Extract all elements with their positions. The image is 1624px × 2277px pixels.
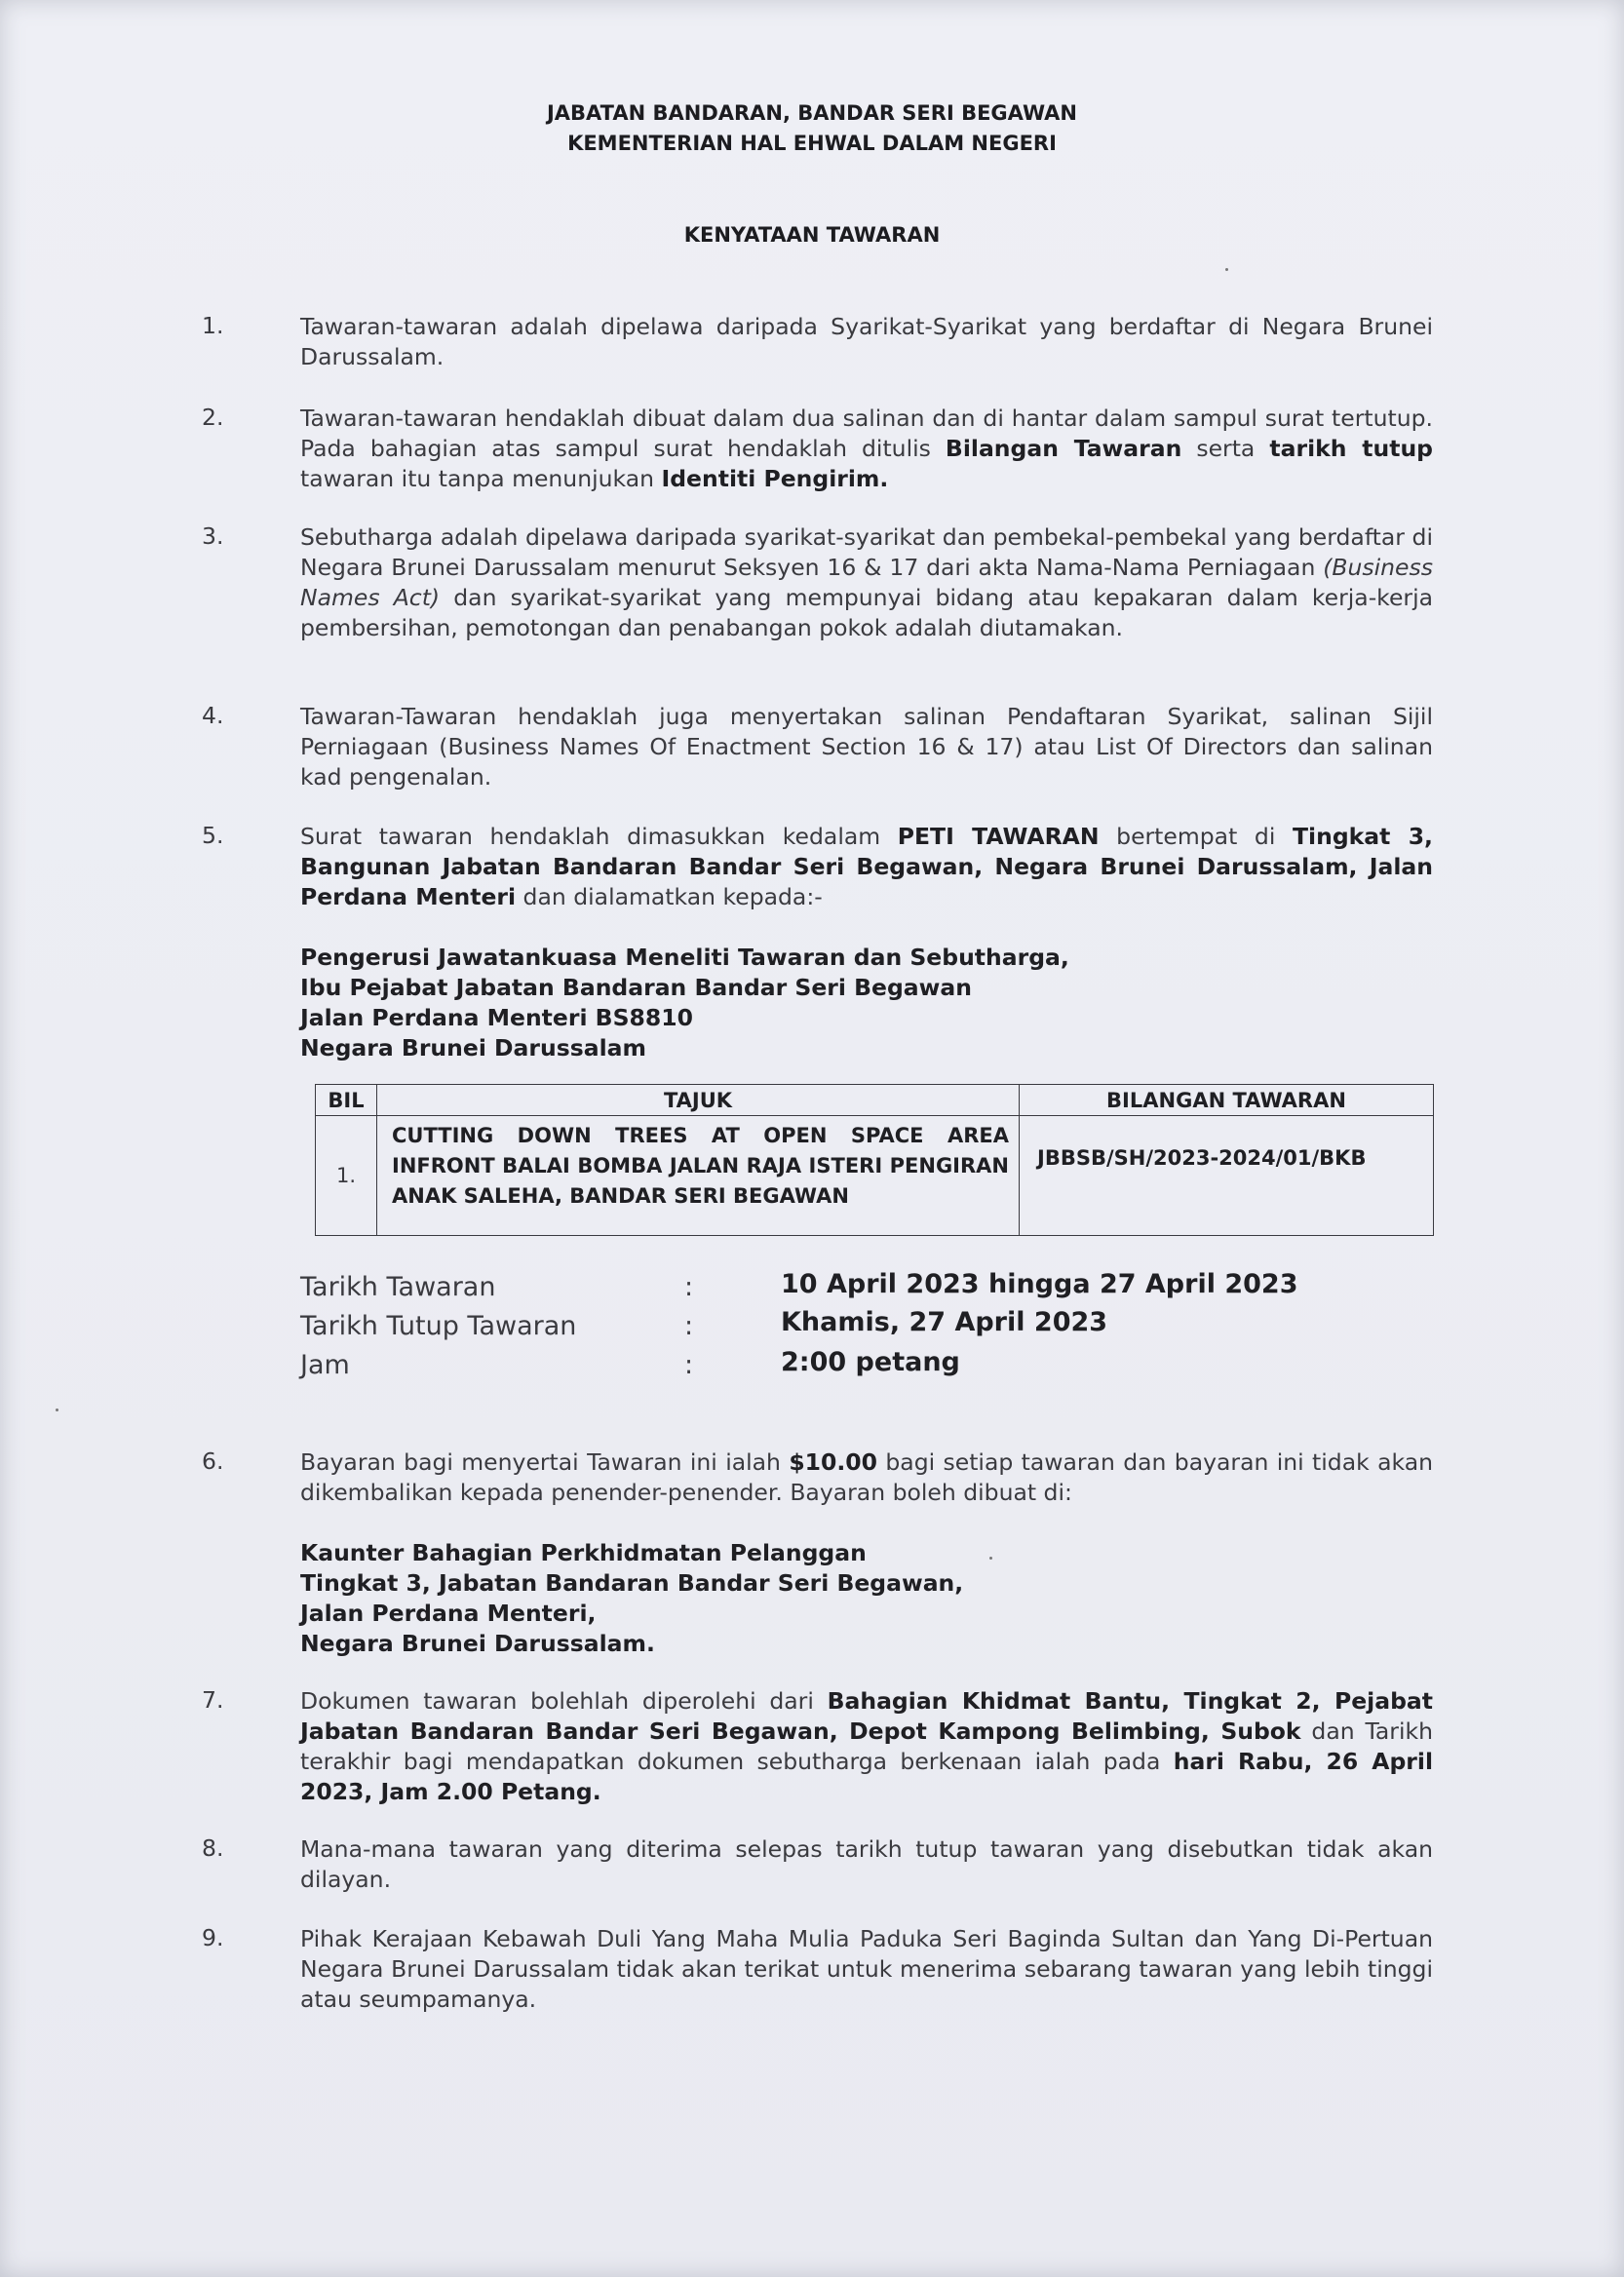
scan-speck [1225,268,1228,271]
cell-tajuk: CUTTING DOWN TREES AT OPEN SPACE AREA INFRONT BALAI BOMBA JALAN RAJA ISTERI PENGIRAN ANAK SALEHA, BANDAR SERI BEGAWAN [377,1116,1020,1236]
item-2: Tawaran-tawaran hendaklah dibuat dalam dua salinan dan di hantar dalam sampul surat tertutup. Pada bahagian atas sampul surat hendaklah ditulis Bilangan Tawaran serta tarikh tutup tawaran itu tanpa menunjukan Identiti Pengirim. [300,405,1433,492]
cell-bilangan-tawaran: JBBSB/SH/2023-2024/01/BKB [1020,1116,1434,1236]
info-value: Khamis, 27 April 2023 [781,1307,1108,1337]
document-title: KENYATAAN TAWARAN [683,223,941,247]
item-8 [300,1834,1433,1895]
item-9-text: Pihak Kerajaan Kebawah Duli Yang Maha Mulia Paduka Seri Baginda Sultan dan Yang Di-Pertuan Negara Brunei Darussalam tidak akan terikat untuk menerima sebarang tawaran yang lebih tinggi atau seumpamanya. [300,1925,1433,2013]
info-label: Jam [300,1350,350,1380]
item-number-7: 7. [202,1686,224,1714]
address-line: Tingkat 3, Jabatan Bandaran Bandar Seri Begawan, [300,1569,964,1597]
address-line: Negara Brunei Darussalam [300,1034,646,1061]
item-1 [300,312,1433,372]
address-line: Pengerusi Jawatankuasa Meneliti Tawaran dan Sebutharga, [300,944,1069,971]
item-number-8: 8. [202,1834,224,1862]
info-label: Tarikh Tawaran [300,1272,496,1302]
item-number-6: 6. [202,1447,224,1475]
item-3: Sebutharga adalah dipelawa daripada syarikat-syarikat dan pembekal-pembekal yang berdaftar di Negara Brunei Darussalam menurut Seksyen 16 & 17 dari akta Nama-Nama Perniagaan (Business Names Act) dan syarikat-syarikat yang mempunyai bidang atau kepakaran dalam kerja-kerja pembersihan, pemotongan dan penabangan pokok adalah diutamakan. [300,523,1433,641]
header-ministry: KEMENTERIAN HAL EHWAL DALAM NEGERI [567,132,1057,155]
address-line: Jalan Perdana Menteri BS8810 [300,1004,693,1031]
item-number-5: 5. [202,822,224,849]
item-1-text: Tawaran-tawaran adalah dipelawa daripada Syarikat-Syarikat yang berdaftar di Negara Brunei Darussalam. [300,313,1433,370]
col-header-bil: BIL [316,1085,377,1116]
address-block-2 [300,1538,1433,1659]
item-number-3: 3. [202,522,224,550]
info-value: 10 April 2023 hingga 27 April 2023 [781,1269,1298,1299]
item-6: Bayaran bagi menyertai Tawaran ini ialah $10.00 bagi setiap tawaran dan bayaran ini tidak akan dikembalikan kepada penender-penender. Bayaran boleh dibuat di: [300,1448,1433,1506]
info-value: 2:00 petang [781,1347,960,1377]
address-line: Negara Brunei Darussalam. [300,1630,655,1657]
item-8-text: Mana-mana tawaran yang diterima selepas tarikh tutup tawaran yang disebutkan tidak akan dilayan. [300,1835,1433,1893]
col-header-bilangan: BILANGAN TAWARAN [1020,1085,1434,1116]
table-row [316,1116,1434,1236]
item-number-1: 1. [202,312,224,339]
item-number-2: 2. [202,404,224,431]
scan-speck [989,1557,992,1560]
address-line: Ibu Pejabat Jabatan Bandaran Bandar Seri Begawan [300,974,972,1001]
item-4 [300,702,1433,792]
tender-table [315,1084,1434,1236]
table-header-row [316,1085,1434,1116]
item-7: Dokumen tawaran bolehlah diperolehi dari Bahagian Khidmat Bantu, Tingkat 2, Pejabat Jabatan Bandaran Bandar Seri Begawan, Depot Kampong Belimbing, Subok dan Tarikh terakhir bagi mendapatkan dokumen sebutharga berkenaan ialah pada hari Rabu, 26 April 2023, Jam 2.00 Petang. [300,1687,1434,1805]
address-line: Jalan Perdana Menteri, [300,1600,597,1627]
info-label: Tarikh Tutup Tawaran [300,1311,577,1341]
header-department: JABATAN BANDARAN, BANDAR SERI BEGAWAN [546,101,1078,125]
item-4-text: Tawaran-Tawaran hendaklah juga menyertakan salinan Pendaftaran Syarikat, salinan Sijil Perniagaan (Business Names Of Enactment Section 16 & 17) atau List Of Directors dan salinan kad pengenalan. [300,703,1433,791]
scan-speck [56,1409,58,1411]
address-line: Kaunter Bahagian Perkhidmatan Pelanggan [300,1539,867,1566]
item-5: Surat tawaran hendaklah dimasukkan kedalam PETI TAWARAN bertempat di Tingkat 3, Bangunan Jabatan Bandaran Bandar Seri Begawan, Negara Brunei Darussalam, Jalan Perdana Menteri dan dialamatkan kepada:- [300,823,1433,910]
address-block-1 [300,943,1433,1063]
item-number-4: 4. [202,702,224,729]
document-page: JABATAN BANDARAN, BANDAR SERI BEGAWAN KEMENTERIAN HAL EHWAL DALAM NEGERI KENYATAAN TAWARAN 1. Tawaran-tawaran adalah dipelawa daripada Syarikat-Syarikat yang berdaftar di Negara Brunei Darussalam. 2. Tawaran-tawaran hendaklah dibuat dalam dua salinan dan di hantar dalam sampul surat tertutup. Pada bahagian atas sampul surat hendaklah ditulis Bilangan Tawaran serta tarikh tutup tawaran itu tanpa menunjukan Identiti Pengirim. 3. Sebutharga adalah dipelawa daripada syarikat-syarikat dan pembekal-pembekal yang berdaftar di Negara Brunei Darussalam menurut Seksyen 16 & 17 dari akta Nama-Nama Perniagaan (Business Names Act) dan syarikat-syarikat yang mempunyai bidang atau kepakaran dalam kerja-kerja pembersihan, pemotongan dan penabangan pokok adalah diutamakan. 4. Tawaran-Tawaran hendaklah juga menyertakan salinan Pendaftaran Syarikat, salinan Sijil Perniagaan (Business Names Of Enactment Section 16 & 17) atau List Of Directors dan salinan kad pengenalan. 5. Surat tawaran hendaklah dimasukkan kedalam PETI TAWARAN bertempat di Tingkat 3, Bangunan Jabatan Bandaran Bandar Seri Begawan, Negara Brunei Darussalam, Jalan Perdana Menteri dan dialamatkan kepada:- Pengerusi Jawatankuasa Meneliti Tawaran dan Sebutharga, Ibu Pejabat Jabatan Bandaran Bandar Seri Begawan Jalan Perdana Menteri BS8810 Negara Brunei Darussalam BIL TAJUK BILANGAN TAWARAN 1. CUTTING DOWN TREES AT OPEN SPACE AREA INFRONT BALAI BOMBA JALAN RAJA ISTERI PENGIRAN ANAK SALEHA, BANDAR SERI BEGAWAN JBBSB/SH/2023-2024/01/BKB Tarikh Tawaran : 10 April 2023 hingga 27 April 2023 Tarikh Tutup Tawaran : Khamis, 27 April 2023 Jam : 2:00 petang 6. Bayaran bagi menyertai Tawaran ini ialah $10.00 bagi setiap tawaran dan bayaran ini tidak akan dikembalikan kepada penender-penender. Bayaran boleh dibuat di: Kaunter Bahagian Perkhidmatan Pelanggan Tingkat 3, Jabatan Bandaran Bandar Seri Begawan, Jalan Perdana Menteri, Negara Brunei Darussalam. 7. Dokumen tawaran bolehlah diperolehi dari Bahagian Khidmat Bantu, Tingkat 2, Pejabat Jabatan Bandaran Bandar Seri Begawan, Depot Kampong Belimbing, Subok dan Tarikh terakhir bagi mendapatkan dokumen sebutharga berkenaan ialah pada hari Rabu, 26 April 2023, Jam 2.00 Petang. 8. Mana-mana tawaran yang diterima selepas tarikh tutup tawaran yang disebutkan tidak akan dilayan. 9. Pihak Kerajaan Kebawah Duli Yang Maha Mulia Paduka Seri Baginda Sultan dan Yang Di-Pertuan Negara Brunei Darussalam tidak akan terikat untuk menerima sebarang tawaran yang lebih tinggi atau seumpamanya. [0,0,1624,2277]
cell-bil: 1. [316,1116,377,1236]
item-number-9: 9. [202,1924,224,1951]
col-header-tajuk: TAJUK [377,1085,1020,1116]
item-9 [300,1924,1433,2015]
